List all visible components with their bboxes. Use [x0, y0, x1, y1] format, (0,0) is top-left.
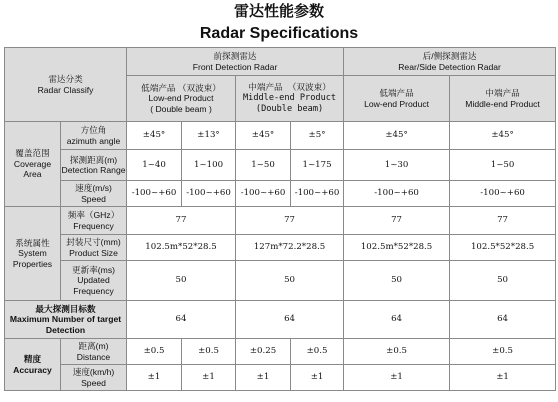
table-cell: -100~+60 [344, 181, 450, 207]
table-cell: ±13° [182, 122, 236, 150]
distance-cn: 距离(m) [78, 341, 109, 351]
table-cell: -100~+60 [127, 181, 182, 207]
table-cell: 50 [450, 261, 556, 301]
table-row [5, 150, 556, 181]
system-cat-cn: 系统属性 [15, 237, 50, 248]
label-azimuth-angle [61, 122, 127, 150]
table-cell: 77 [127, 207, 236, 235]
coverage-cat-cn: 覆盖范围 [15, 148, 50, 159]
header-front-low-en: Low-end Product [148, 93, 214, 104]
table-cell: 102.5m*52*28.5 [344, 235, 450, 261]
table-row [5, 181, 556, 207]
header-rear-low-en: Low-end Product [364, 98, 430, 109]
table-cell: 1~40 [127, 150, 182, 181]
distance-en: Distance [76, 351, 111, 362]
header-front-cn: 前探测雷达 [213, 51, 257, 61]
table-row [5, 365, 556, 391]
header-classify-en: Radar Classify [37, 84, 94, 95]
table-row [5, 261, 556, 301]
coverage-cat-en1: Coverage [13, 158, 52, 169]
table-cell: ±1 [236, 365, 291, 391]
range-en: Detection Range [61, 165, 126, 175]
table-cell: 77 [344, 207, 450, 235]
header-rear-low-end [344, 76, 450, 122]
acc-speed-cn: 速度(km/h) [72, 367, 115, 377]
system-cat-en1: System [18, 248, 47, 259]
table-row [5, 122, 556, 150]
label-accuracy-speed [61, 365, 127, 391]
header-rear-detection [344, 48, 556, 76]
header-classify-cn: 雷达分类 [48, 74, 83, 84]
rate-en1: Updated [77, 275, 110, 286]
table-cell: 1~100 [182, 150, 236, 181]
table-cell: -100~+60 [450, 181, 556, 207]
table-cell: ±1 [182, 365, 236, 391]
system-cat-en2: Properties [12, 258, 53, 269]
label-product-size [61, 235, 127, 261]
range-cn: 探测距离(m) [69, 154, 118, 165]
header-rear-en: Rear/Side Detection Radar [398, 61, 501, 72]
table-cell: 102.5*52*28.5 [450, 235, 556, 261]
table-cell: 64 [236, 301, 344, 339]
label-distance [61, 339, 127, 365]
header-front-low-beam: ( Double beam ) [150, 103, 212, 114]
acc-speed-en: Speed [81, 377, 106, 388]
header-rear-cn: 后/侧探测雷达 [422, 51, 477, 61]
category-accuracy [5, 339, 61, 391]
max-targets-en2: Detection [45, 324, 86, 335]
table-cell: 50 [236, 261, 344, 301]
table-cell: ±1 [127, 365, 182, 391]
table-cell: ±45° [344, 122, 450, 150]
header-front-mid-en: Middle-end Product [242, 93, 337, 104]
freq-cn: 频率（GHz） [67, 210, 120, 220]
cov-speed-en: Speed [81, 193, 106, 204]
table-cell: -100~+60 [182, 181, 236, 207]
table-cell: 64 [450, 301, 556, 339]
table-row [5, 301, 556, 339]
max-targets-cn: 最大探测目标数 [35, 303, 96, 314]
header-rear-mid-en: Middle-end Product [465, 98, 540, 109]
table-cell: -100~+60 [236, 181, 291, 207]
table-cell: 1~30 [344, 150, 450, 181]
label-coverage-speed [61, 181, 127, 207]
table-cell: 102.5m*52*28.5 [127, 235, 236, 261]
freq-en: Frequency [73, 220, 114, 231]
label-detection-range [61, 150, 127, 181]
coverage-cat-en2: Area [23, 169, 42, 180]
table-cell: 64 [127, 301, 236, 339]
rate-en2: Frequency [73, 285, 114, 296]
table-cell: 77 [450, 207, 556, 235]
header-front-mid-beam: (Double beam) [255, 103, 324, 114]
table-cell: ±5° [291, 122, 344, 150]
header-front-middle-end [236, 76, 344, 122]
table-cell: ±0.5 [182, 339, 236, 365]
table-cell: 64 [344, 301, 450, 339]
size-cn: 封装尺寸(mm) [66, 237, 121, 247]
table-row [5, 207, 556, 235]
max-targets-en1: Maximum Number of target [9, 314, 122, 325]
table-cell: 1~175 [291, 150, 344, 181]
table-cell: ±1 [344, 365, 450, 391]
accuracy-cat-cn: 精度 [23, 354, 42, 364]
table-cell: 77 [236, 207, 344, 235]
radar-spec-table [4, 47, 556, 391]
table-cell: ±1 [450, 365, 556, 391]
size-en: Product Size [69, 247, 118, 258]
header-front-en: Front Detection Radar [192, 61, 278, 72]
table-cell: ±1 [291, 365, 344, 391]
category-coverage-area [5, 122, 61, 207]
page-title-chinese: 雷达性能参数 [233, 2, 324, 20]
table-cell: 1~50 [450, 150, 556, 181]
table-cell: ±45° [127, 122, 182, 150]
cov-speed-cn: 速度(m/s) [75, 183, 112, 193]
table-row [5, 339, 556, 365]
label-frequency [61, 207, 127, 235]
header-front-low-cn: 低端产品 （双波束） [141, 82, 221, 93]
table-cell: ±0.5 [127, 339, 182, 365]
table-cell: 50 [344, 261, 450, 301]
header-front-low-end [127, 76, 236, 122]
table-cell: ±45° [236, 122, 291, 150]
azimuth-en: azimuth angle [66, 135, 121, 146]
rate-cn: 更新率(ms) [72, 264, 115, 275]
table-cell: 1~50 [236, 150, 291, 181]
azimuth-cn: 方位角 [80, 125, 107, 135]
table-cell: 127m*72.2*28.5 [236, 235, 344, 261]
header-rear-low-cn: 低端产品 [379, 88, 414, 98]
table-cell: ±0.5 [450, 339, 556, 365]
table-row [5, 235, 556, 261]
table-cell: -100~+60 [291, 181, 344, 207]
header-rear-middle-end [450, 76, 556, 122]
table-cell: ±0.5 [291, 339, 344, 365]
header-rear-mid-cn: 中端产品 [485, 88, 520, 98]
header-front-detection [127, 48, 344, 76]
table-cell: ±0.5 [344, 339, 450, 365]
page-title-english: Radar Specifications [199, 25, 359, 42]
label-update-rate [61, 261, 127, 301]
table-cell: 50 [127, 261, 236, 301]
label-max-targets [5, 301, 127, 339]
header-front-mid-cn: 中端产品 （双波束） [248, 82, 331, 93]
table-cell: ±45° [450, 122, 556, 150]
category-system-properties [5, 207, 61, 301]
table-cell: ±0.25 [236, 339, 291, 365]
header-radar-classify [5, 48, 127, 122]
accuracy-cat-en: Accuracy [13, 364, 52, 375]
